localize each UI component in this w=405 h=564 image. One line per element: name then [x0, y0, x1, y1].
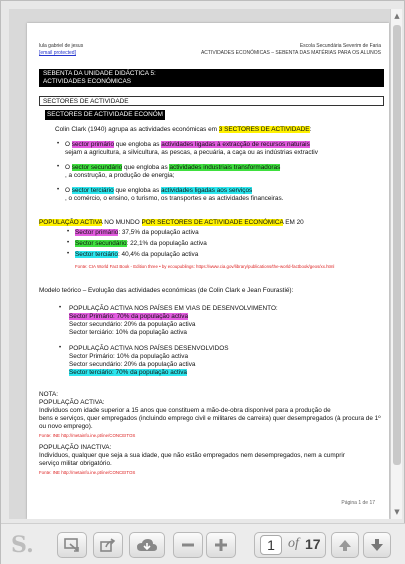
scroll-thumb[interactable] — [393, 25, 401, 465]
model-block1-line2: Sector terciário: 10% da população activa — [69, 329, 187, 336]
arrow-up-icon — [338, 538, 352, 552]
bullet-icon: • — [57, 141, 60, 147]
header-right — [201, 43, 381, 57]
world-item-value: : 40,4% da população activa — [117, 251, 199, 258]
model-block1-title: POPULAÇÃO ACTIVA NOS PAÍSES EM VIAS DE DESENVOLVIMENTO: — [69, 305, 278, 312]
minus-icon — [181, 538, 195, 552]
sector-secondary-line1 — [65, 164, 280, 172]
sector-tertiary-line2: , o comércio, o ensino, o turismo, os transportes e as actividades financeiras. — [65, 195, 284, 202]
intro-text — [55, 126, 311, 134]
scroll-up-arrow-icon[interactable]: ▲ — [394, 12, 400, 20]
sector-primary-desc: actividades ligadas à extracção de recursos naturais — [161, 141, 310, 148]
header-left — [39, 43, 83, 57]
next-page-button[interactable] — [363, 532, 391, 558]
model-block2-line1: Sector Primário: 10% da população activa — [69, 353, 189, 360]
cloud-download-icon — [136, 538, 158, 553]
intro-highlight: 3 SECTORES DE ACTIVIDADE — [218, 126, 310, 133]
world-item-value: : 22,1% da população activa — [126, 240, 207, 247]
bullet-icon: • — [57, 187, 60, 193]
sector-primary-line2: sejam a agricultura, a silvicultura, as pescas, a pecuária, a caça ou as indústrias extractiv — [65, 149, 318, 156]
author-name: lula gabriel de jesus — [39, 43, 84, 49]
section-title: SECTORES DE ACTIVIDADE ECONÓM — [47, 111, 163, 118]
share-button[interactable] — [93, 532, 123, 558]
world-title-b: NO MUNDO — [102, 219, 142, 226]
bullet-icon: • — [67, 229, 70, 235]
zoom-in-button[interactable] — [206, 532, 236, 558]
world-item-primary — [75, 229, 199, 237]
world-item-label: Sector secundário — [75, 240, 127, 247]
sector-primary-name: sector primário — [71, 141, 115, 148]
school-name: Escola Secundária Severim de Faria — [299, 43, 381, 49]
current-page-input[interactable]: 1 — [260, 535, 282, 555]
sector-primary-line1 — [65, 141, 310, 149]
intro-pre: Colin Clark (1940) agrupa as actividades económicas em — [55, 126, 219, 133]
world-title-a: POPULAÇÃO ACTIVA — [39, 219, 103, 226]
nota-inactive-line1: Indivíduos, qualquer que seja a sua idade, que não estão empregados nem desempregados, nem a cumprir — [39, 452, 345, 459]
nota-heading-active: POPULAÇÃO ACTIVA: — [39, 399, 105, 406]
model-block2-line2: Sector secundário: 20% da população activa — [69, 361, 196, 368]
unit-banner — [39, 69, 384, 87]
subject-title: ACTIVIDADES ECONÓMICAS – SEBENTA DAS MATÉRIAS PARA OS ALUNOS — [200, 50, 381, 56]
bullet-icon: • — [57, 164, 60, 170]
world-item-tertiary — [75, 251, 198, 259]
banner-line-1: SEBENTA DA UNIDADE DIDÁCTICA 5: — [43, 70, 156, 77]
sector-secondary-desc: actividades industriais transformadoras — [169, 164, 281, 171]
boxed-title: SECTORES DE ACTIVIDADE — [39, 96, 384, 106]
nota-inactive-line2: serviço militar obrigatório. — [39, 460, 112, 467]
world-item-secondary — [75, 240, 207, 248]
previous-page-button[interactable] — [331, 532, 359, 558]
model-block1-hl — [69, 313, 188, 321]
page-of-label: of — [288, 536, 299, 551]
world-source[interactable]: Fonte: CIA World Fact Book - Edition three • by ecoupublings: https://www.cia.gov/library/publications/the-world-factbook/geos/xx.html — [75, 264, 335, 269]
plus-icon — [214, 538, 228, 552]
fullscreen-icon — [64, 538, 80, 552]
sector-tertiary-name: sector terciário — [71, 187, 114, 194]
world-item-label: Sector primário — [75, 229, 119, 236]
nota-source-2[interactable]: Fonte: INE http://metainfo.ine.pt/ine/CONCEITOS — [39, 470, 136, 475]
fullscreen-button[interactable] — [57, 532, 87, 558]
sector-mid: que engloba as — [114, 141, 162, 148]
banner-line-2: ACTIVIDADES ECONÓMICAS — [43, 78, 132, 85]
nota-active-line3: ou novo emprego). — [39, 423, 93, 430]
total-pages: 17 — [305, 536, 321, 552]
model-block1-line1: Sector secundário: 20% da população activa — [69, 321, 196, 328]
sector-mid: que engloba as — [113, 187, 161, 194]
sector-tertiary-desc: actividades ligadas aos serviços — [160, 187, 253, 194]
sector-secondary-line2: , a construção, a produção de energia; — [65, 172, 175, 179]
intro-post: : — [309, 126, 312, 133]
page-footer: Página 1 de 17 — [341, 500, 375, 506]
nota-source-1[interactable]: Fonte: INE http://metainfo.ine.pt/ine/CONCEITOS — [39, 433, 136, 438]
document-page — [27, 23, 389, 519]
zoom-out-button[interactable] — [173, 532, 203, 558]
model-block2-title: POPULAÇÃO ACTIVA NOS PAÍSES DESENVOLVIDOS — [69, 345, 229, 352]
vertical-scrollbar[interactable] — [390, 9, 402, 519]
document-scroll-area[interactable] — [9, 9, 390, 519]
scroll-down-arrow-icon[interactable]: ▼ — [394, 508, 400, 516]
world-title-c: POR SECTORES DE ACTIVIDADE ECONÓMICA — [141, 219, 284, 226]
bullet-icon: • — [67, 251, 70, 257]
world-title-d: EM 20 — [283, 219, 304, 226]
world-item-value: : 37,5% da população activa — [118, 229, 199, 236]
world-item-label: Sector terciário — [75, 251, 118, 258]
arrow-down-icon — [370, 538, 384, 552]
model-intro: Modelo teórico – Evolução das actividades económicas (de Colin Clark e Jean Fourastié): — [39, 287, 294, 294]
nota-heading-inactive: POPULAÇÃO INACTIVA: — [39, 444, 112, 451]
bullet-icon: • — [59, 305, 62, 311]
download-button[interactable] — [129, 532, 165, 558]
sector-pre: O — [65, 187, 72, 194]
author-email-link[interactable]: [email protected] — [39, 50, 76, 56]
sector-secondary-name: sector secundário — [71, 164, 123, 171]
bullet-icon: • — [67, 240, 70, 246]
sector-tertiary-line1 — [65, 187, 252, 195]
model-block1-hl-text: Sector Primário: 70% da população activa — [69, 313, 189, 320]
bullet-icon: • — [59, 345, 62, 351]
nota-label: NOTA: — [39, 391, 59, 398]
sector-pre: O — [65, 141, 72, 148]
sector-pre: O — [65, 164, 72, 171]
model-block2-hl — [69, 369, 187, 377]
viewer-toolbar — [1, 523, 405, 564]
sector-mid: que engloba as — [122, 164, 170, 171]
share-icon — [100, 538, 116, 552]
scribd-logo: S. — [11, 532, 34, 558]
model-block2-hl-text: Sector terciário: 70% da população activa — [69, 369, 187, 376]
world-title — [39, 219, 304, 227]
nota-active-line2: bens e serviços, quer empregados (incluindo emprego civil e militares de carreira) quer desempregados (à procura de 1º — [39, 415, 381, 422]
nota-active-line1: Indivíduos com idade superior a 15 anos que constituem a mão-de-obra disponível para a produção de — [39, 407, 331, 414]
